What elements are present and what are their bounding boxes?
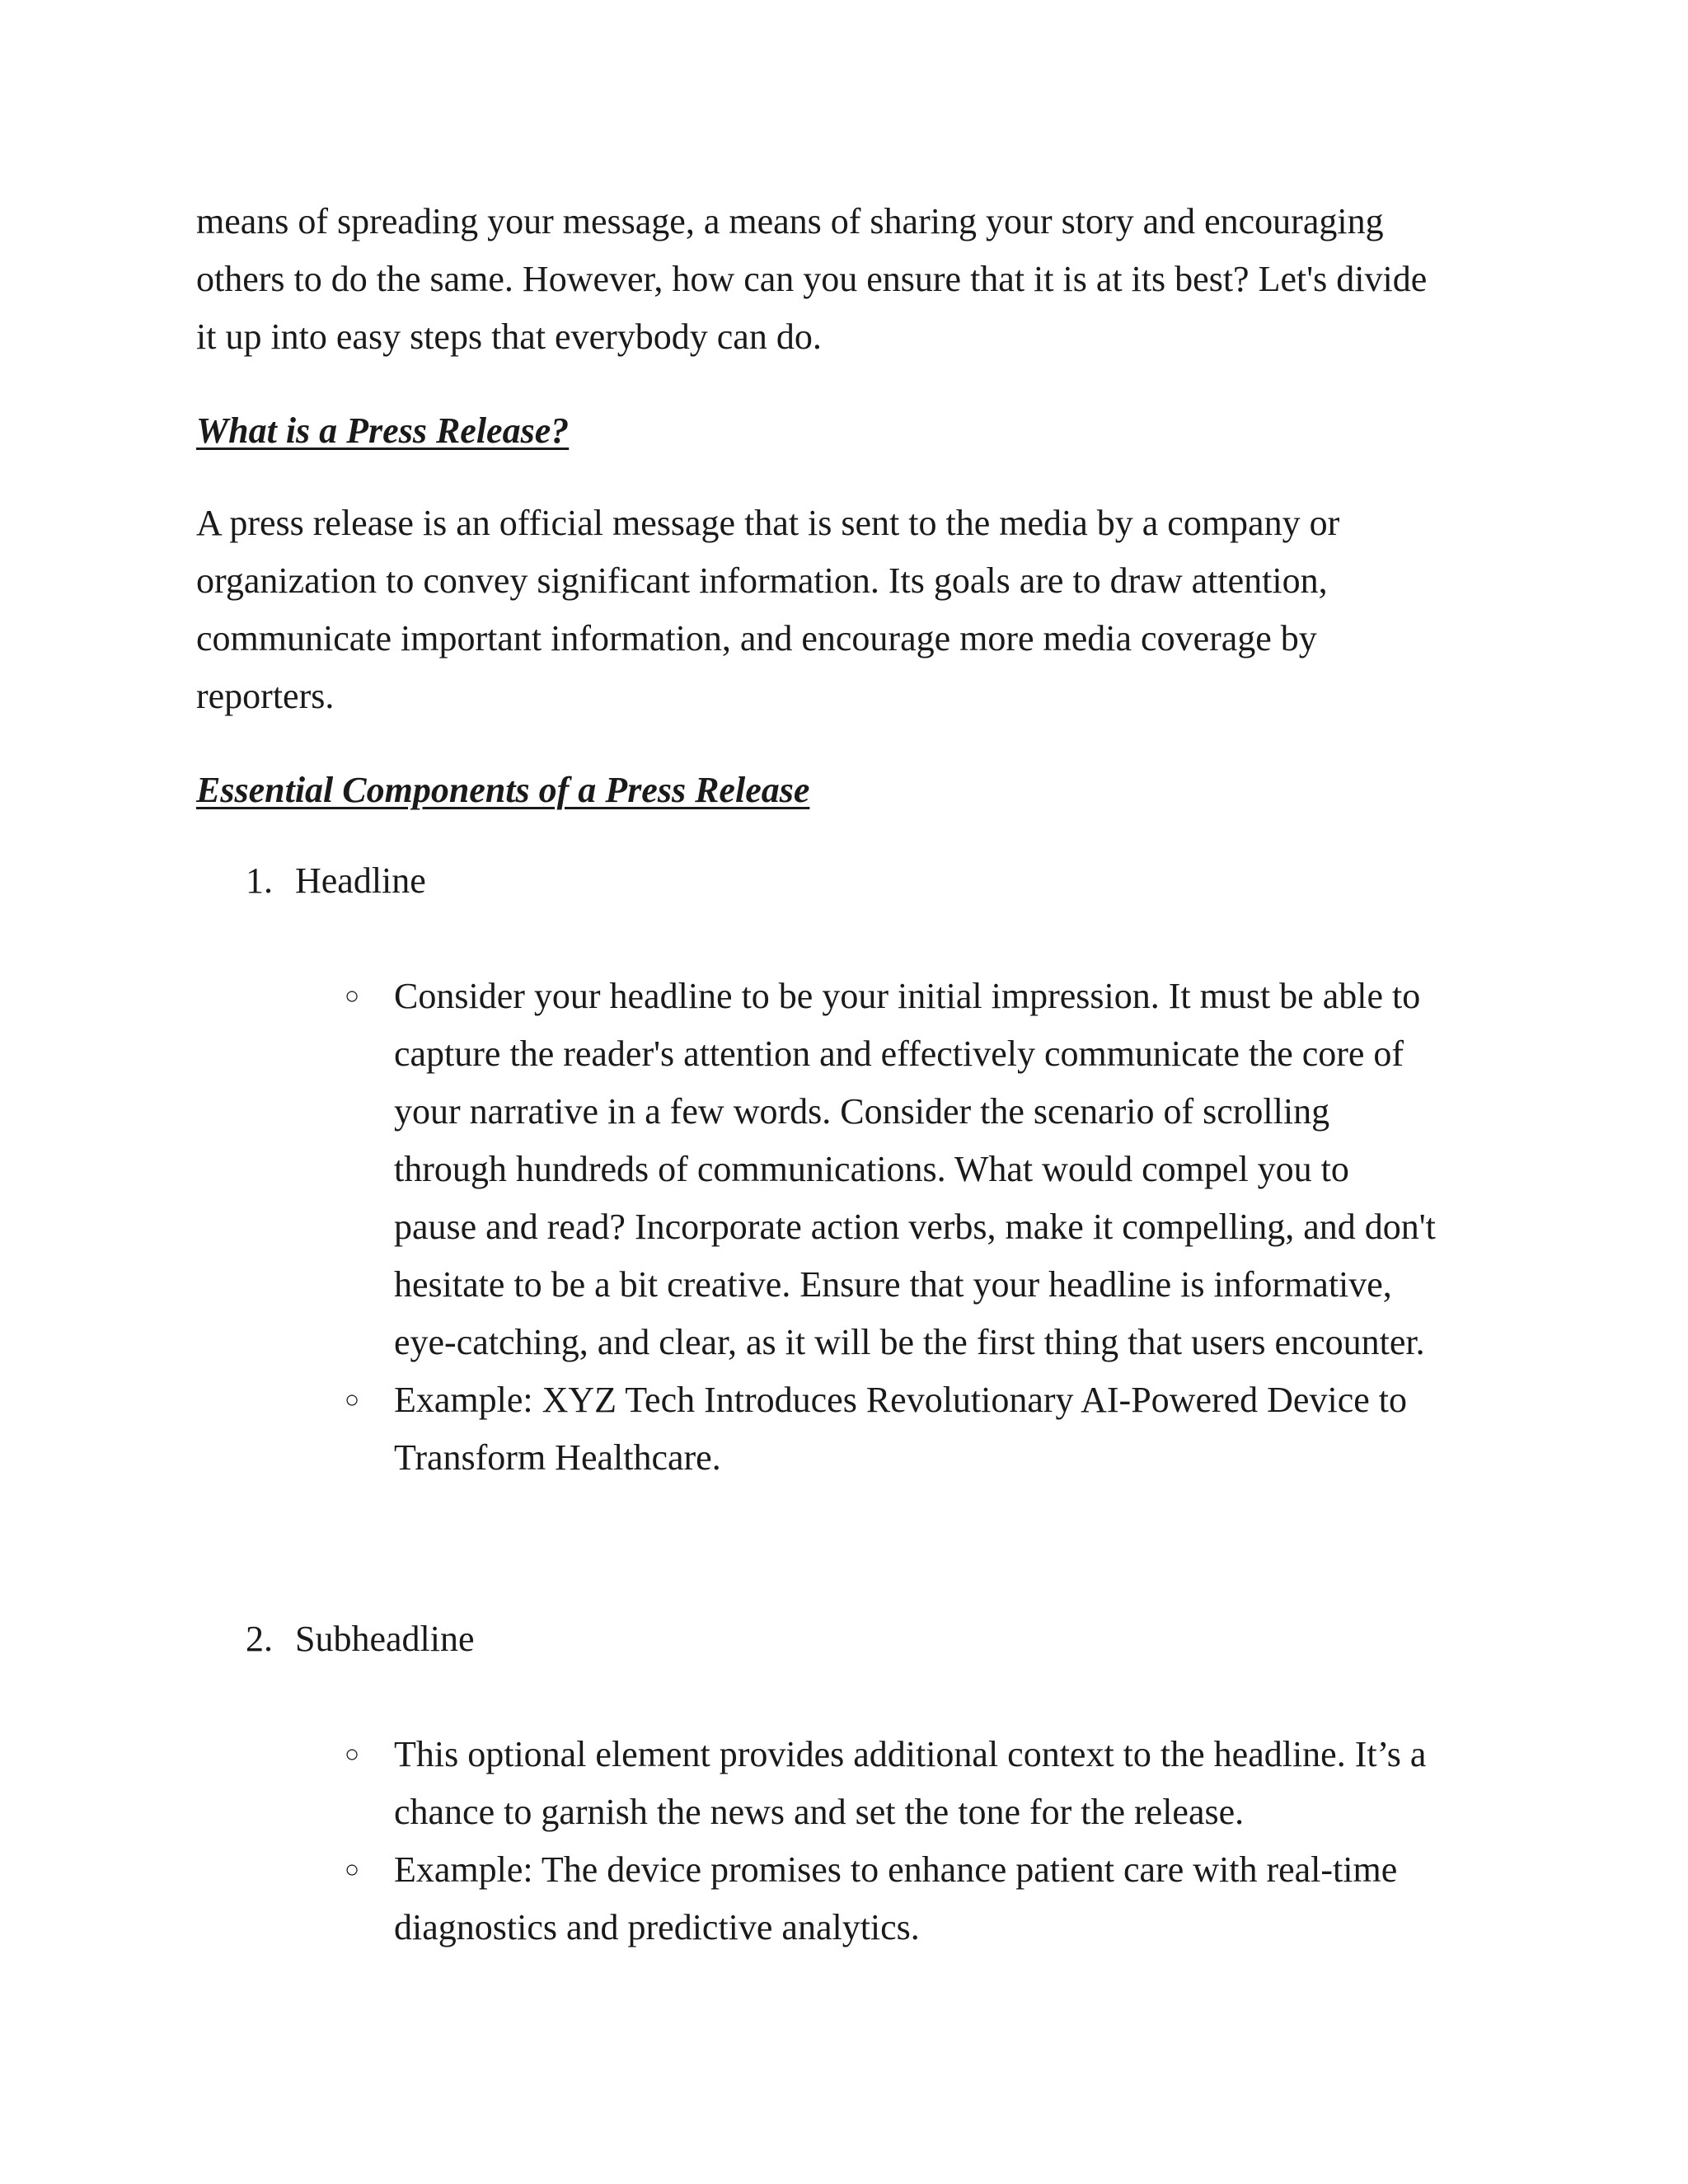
list-number: 1. xyxy=(246,860,273,901)
bullet-subheadline-example xyxy=(345,1841,1498,1957)
bullet-text xyxy=(394,1726,1498,1841)
list-item-title: Headline xyxy=(295,860,426,901)
section-heading-components: Essential Components of a Press Release xyxy=(196,770,810,810)
hollow-circle-bullet-icon: ○ xyxy=(345,982,360,1010)
bullet-line: pause and read? Incorporate action verbs, make it compelling, and don't xyxy=(394,1207,1436,1247)
bullet-subheadline-advice xyxy=(345,1726,1498,1841)
bullet-line: your narrative in a few words. Consider the scenario of scrolling xyxy=(394,1091,1330,1132)
list-item-headline xyxy=(246,852,426,910)
list-item-subheadline xyxy=(246,1610,475,1668)
hollow-circle-bullet-icon: ○ xyxy=(345,1741,360,1768)
bullet-line: capture the reader's attention and effectively communicate the core of xyxy=(394,1033,1404,1074)
hollow-circle-bullet-icon: ○ xyxy=(345,1386,360,1413)
definition-line: communicate important information, and encourage more media coverage by xyxy=(196,618,1317,658)
intro-line: it up into easy steps that everybody can do. xyxy=(196,316,822,357)
bullet-line: through hundreds of communications. What would compel you to xyxy=(394,1149,1349,1189)
intro-line: others to do the same. However, how can you ensure that it is at its best? Let's divide xyxy=(196,259,1428,299)
bullet-line: This optional element provides additional context to the headline. It’s a xyxy=(394,1734,1427,1774)
bullet-line: eye-catching, and clear, as it will be the first thing that users encounter. xyxy=(394,1322,1425,1362)
bullet-line: Consider your headline to be your initial impression. It must be able to xyxy=(394,976,1421,1016)
bullet-text xyxy=(394,968,1498,1371)
definition-line: reporters. xyxy=(196,676,335,716)
bullet-headline-example xyxy=(345,1371,1498,1487)
definition-paragraph xyxy=(196,494,1515,725)
list-number: 2. xyxy=(246,1619,273,1659)
bullet-line: Transform Healthcare. xyxy=(394,1437,721,1478)
bullet-line: chance to garnish the news and set the tone for the release. xyxy=(394,1792,1245,1832)
bullet-line: hesitate to be a bit creative. Ensure that your headline is informative, xyxy=(394,1264,1392,1305)
section-heading-what-is: What is a Press Release? xyxy=(196,410,570,451)
bullet-line: diagnostics and predictive analytics. xyxy=(394,1907,920,1947)
intro-line: means of spreading your message, a means of sharing your story and encouraging xyxy=(196,201,1384,241)
bullet-headline-advice xyxy=(345,968,1498,1371)
hollow-circle-bullet-icon: ○ xyxy=(345,1856,360,1883)
definition-line: A press release is an official message that is sent to the media by a company or xyxy=(196,503,1340,543)
bullet-line: Example: XYZ Tech Introduces Revolutionary AI-Powered Device to xyxy=(394,1380,1407,1420)
intro-paragraph xyxy=(196,193,1515,366)
bullet-text xyxy=(394,1841,1498,1957)
list-item-title: Subheadline xyxy=(295,1619,475,1659)
bullet-line: Example: The device promises to enhance patient care with real-time xyxy=(394,1849,1398,1890)
definition-line: organization to convey significant information. Its goals are to draw attention, xyxy=(196,560,1328,601)
bullet-text xyxy=(394,1371,1498,1487)
